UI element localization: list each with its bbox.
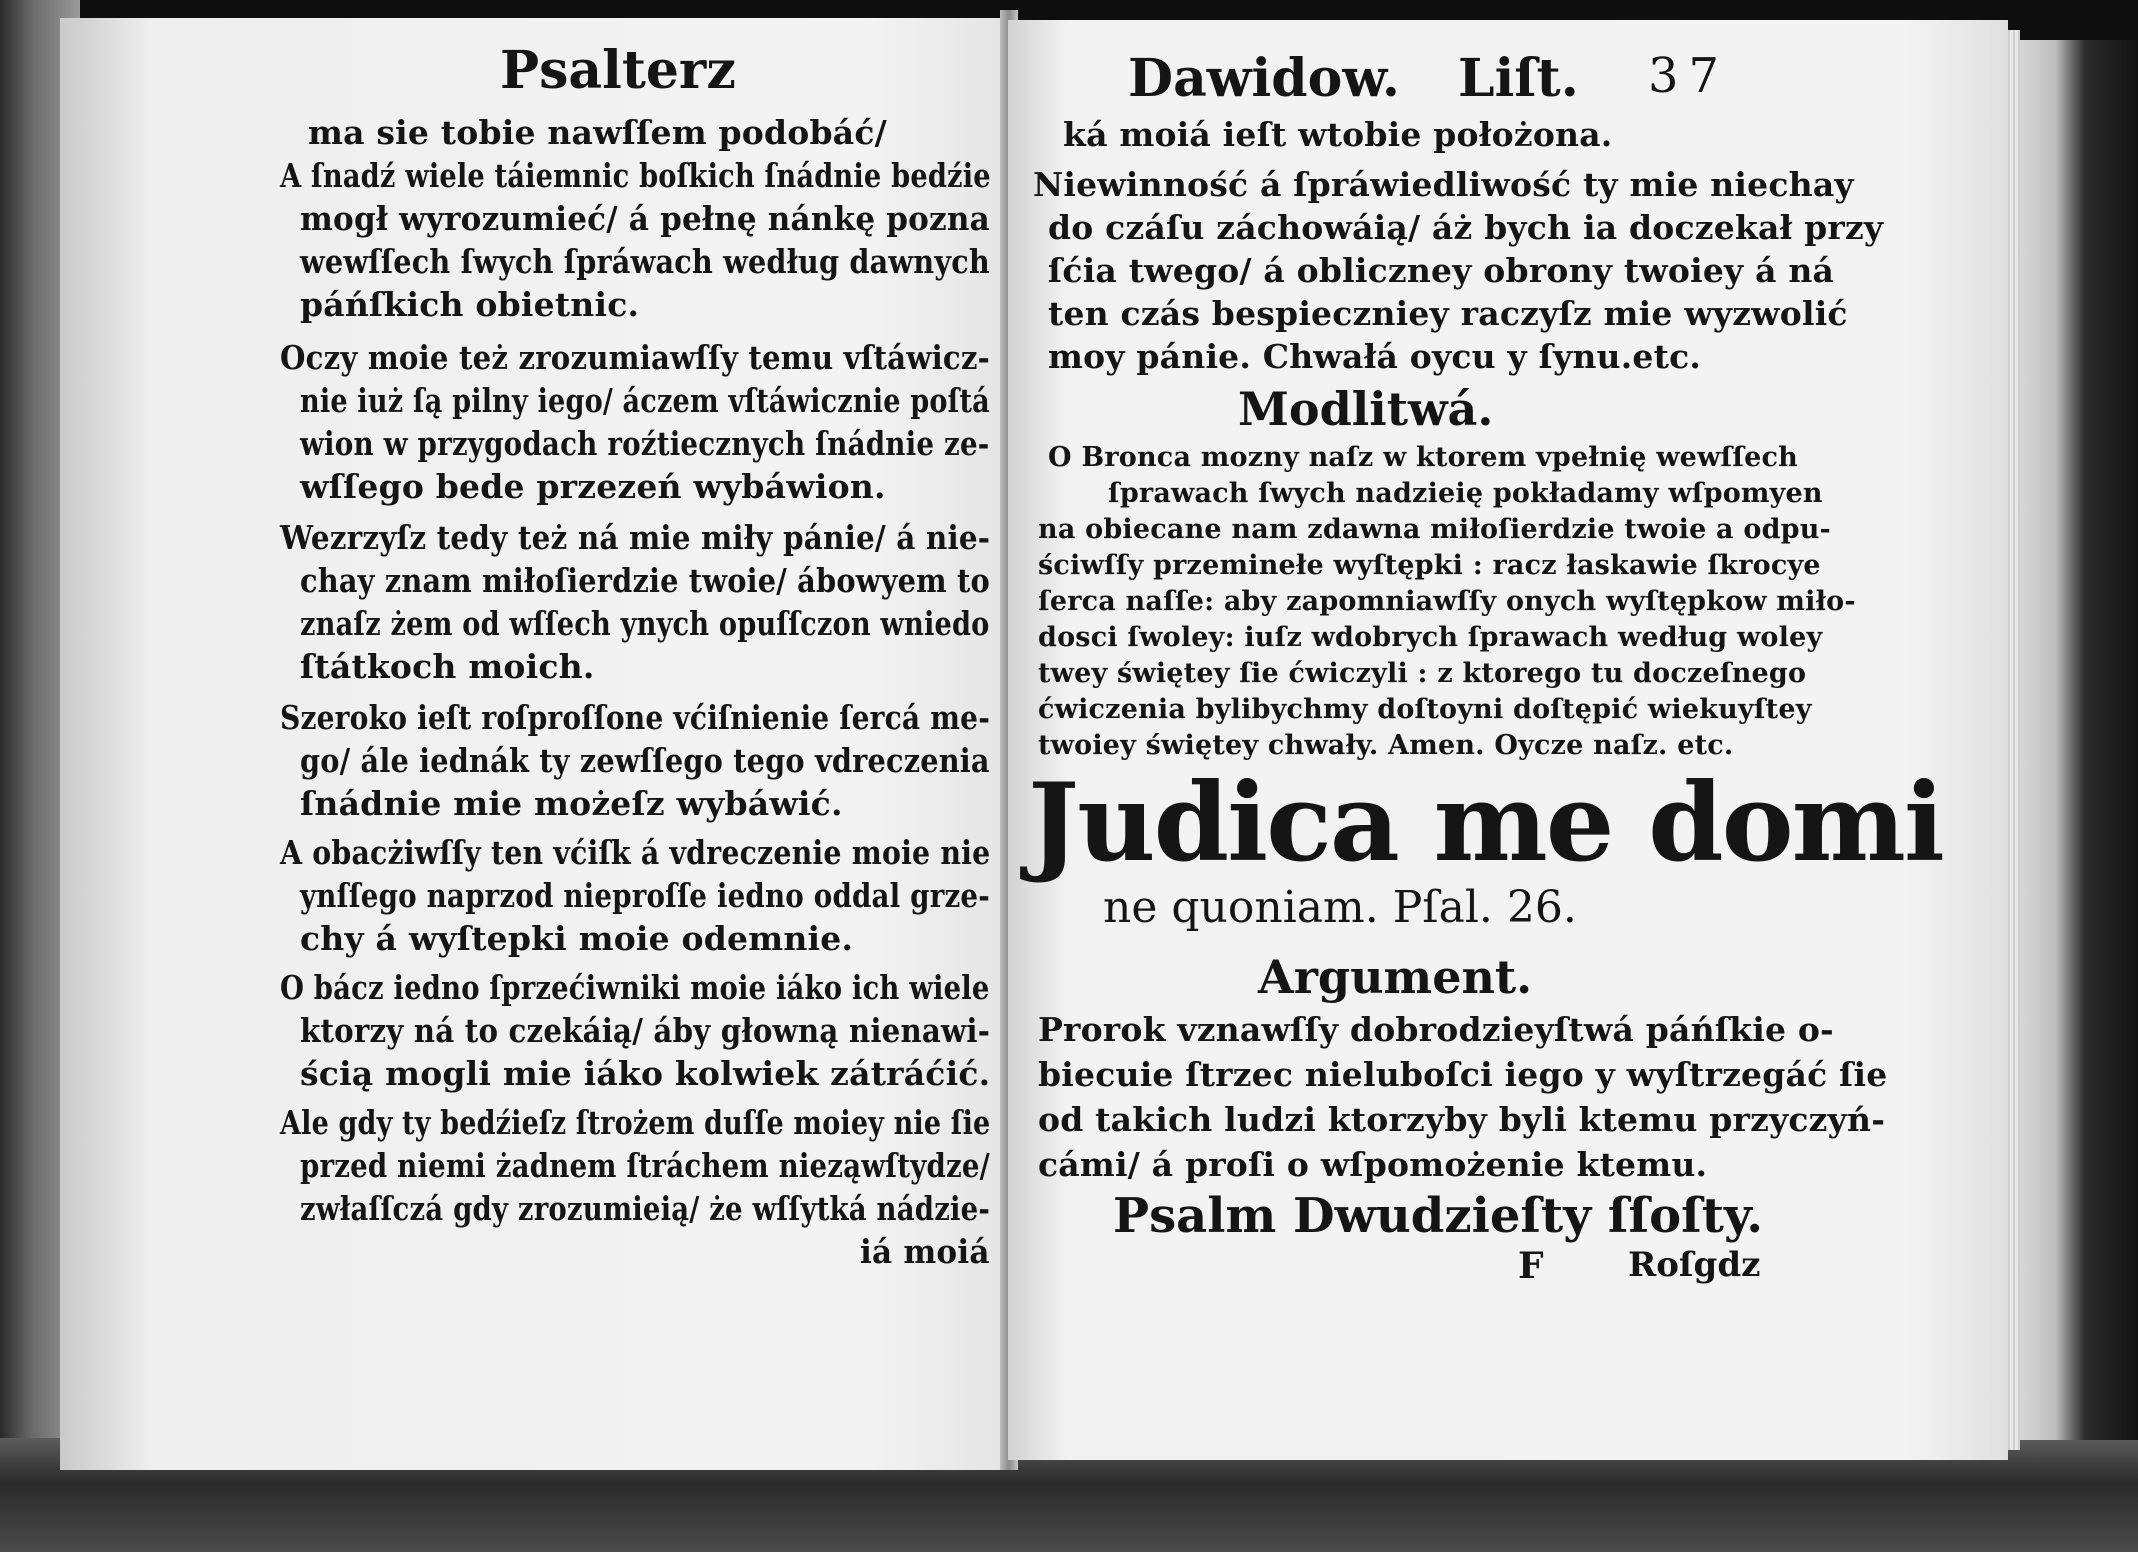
latin-title-line1: Judica me domi [1028,760,1943,886]
prayer-line: O Bronca mozny naſz w ktorem vpełnię wewſſech [1048,442,1798,473]
left-line: ſtátkoch moich. [300,647,595,686]
prayer-line: dosci ſwoley: iuſz wdobrych ſprawach według woley [1038,622,1823,653]
left-line: go/ ále iednák ty zewſſego tego vdreczenia [300,741,990,780]
left-line: wewſſech ſwych ſpráwach według dawnych [300,242,990,281]
left-line: znaſz żem od wſſech ynych opuſſczon wniedo [300,604,990,643]
left-line: przed niemi żadnem ſtráchem nieząwſtydze/ [300,1146,990,1185]
argument-line: cámi/ á proſi o wſpomożenie ktemu. [1038,1145,1708,1184]
left-line: Oczy moie też zrozumiawſſy temu vſtáwicz- [280,338,990,377]
argument-line: od takich ludzi ktorzyby byli ktemu przyczyń- [1038,1100,1886,1139]
psalm-heading: Psalm Dwudzieſty ſſoſty. [1113,1188,1764,1244]
psalm-line: do czáſu záchowáią/ áż bych ia doczekał przy [1048,208,1884,247]
left-running-head: Psalterz [500,40,736,101]
left-line: O bácz iedno ſprzećiwniki moie iáko ich wiele [280,968,990,1007]
left-line: páńſkich obietnic. [300,285,640,324]
left-line: A obacżiwſſy ten vćiſk á vdreczenie moie nie [280,833,991,872]
left-line: iá moiá [860,1232,990,1271]
psalm-line: Niewinność á ſpráwiedliwość ty mie niechay [1033,165,1854,204]
right-running-head: Dawidow. [1128,48,1400,109]
prayer-line: ćwiczenia bylibychmy doſtoyni doſtępić wiekuyſtey [1038,694,1812,725]
left-page [60,18,1010,1470]
argument-heading: Argument. [1258,950,1533,1004]
prayer-line: twey świętey ſie ćwiczyli : z ktorego tu doczeſnego [1038,658,1807,689]
latin-title-line2: ne quoniam. Pſal. 26. [1103,882,1577,933]
page-number: 37 [1648,48,1730,104]
left-line: nie iuż ſą pilny iego/ áczem vſtáwicznie poſtá [300,381,990,420]
left-line: Szeroko ieſt roſproſſone vćiſnienie ſercá me- [280,698,991,737]
left-line: chy á wyſtepki moie odemnie. [300,919,854,958]
left-line: A ſnadź wiele táiemnic boſkich ſnádnie bedźie [280,156,991,195]
prayer-line: ſerca naſſe: aby zapomniawſſy onych wyſtępkow miło- [1038,586,1856,617]
leaf-label: Liſt. [1458,48,1579,109]
psalm-line: moy pánie. Chwałá oycu y ſynu.etc. [1048,337,1702,376]
left-line: wion w przygodach roźtiecznych ſnádnie ze- [300,424,990,463]
signature-mark: F [1518,1245,1544,1287]
argument-line: Prorok vznawſſy dobrodzieyſtwá páńſkie o- [1038,1010,1834,1049]
prayer-heading: Modlitwá. [1238,382,1494,436]
left-line: ynſſego naprzod nieproſſe iedno oddal grze- [300,876,990,915]
psalm-line: ká moiá ieſt wtobie położona. [1063,115,1613,154]
left-line: Wezrzyſz tedy też ná mie miły pánie/ á nie- [280,518,991,557]
left-line: ſnádnie mie możeſz wybáwić. [300,784,843,823]
left-line: ma sie tobie nawſſem podobáć/ [308,113,887,152]
catchword: Roſgdz [1628,1245,1761,1285]
left-line: zwłaſſczá gdy zrozumieią/ że wſſytká nádzie- [300,1189,990,1228]
book-cover-board [2020,40,2138,1440]
left-line: Ale gdy ty bedźieſz ſtrożem duſſe moiey nie ſie [280,1103,991,1142]
prayer-line: ſprawach ſwych nadzieię pokładamy wſpomyen [1108,478,1823,509]
left-line: chay znam miłoſierdzie twoie/ ábowyem to [300,561,990,600]
argument-line: biecuie ſtrzec nieluboſci iego y wyſtrzegáć ſie [1038,1055,1888,1094]
psalm-line: ten czás bespieczniey raczyſz mie wyzwolić [1048,294,1848,333]
left-line: mogł wyrozumieć/ á pełnę nánkę pozna [300,199,990,238]
left-line: ścią mogli mie iáko kolwiek zátráćić. [300,1054,991,1093]
prayer-line: twoiey świętey chwały. Amen. Oycze naſz. etc. [1038,730,1734,761]
psalm-line: ſćia twego/ á obliczney obrony twoiey á ná [1048,251,1835,290]
prayer-line: ściwſſy przeminełe wyſtępki : racz łaskawie ſkrocye [1038,550,1821,581]
left-line: wſſego bede przezeń wybáwion. [300,467,886,506]
right-page [1008,20,2008,1460]
left-line: ktorzy ná to czekáią/ áby głowną nienawi- [300,1011,991,1050]
prayer-line: na obiecane nam zdawna miłoſierdzie twoie a odpu- [1038,514,1831,545]
